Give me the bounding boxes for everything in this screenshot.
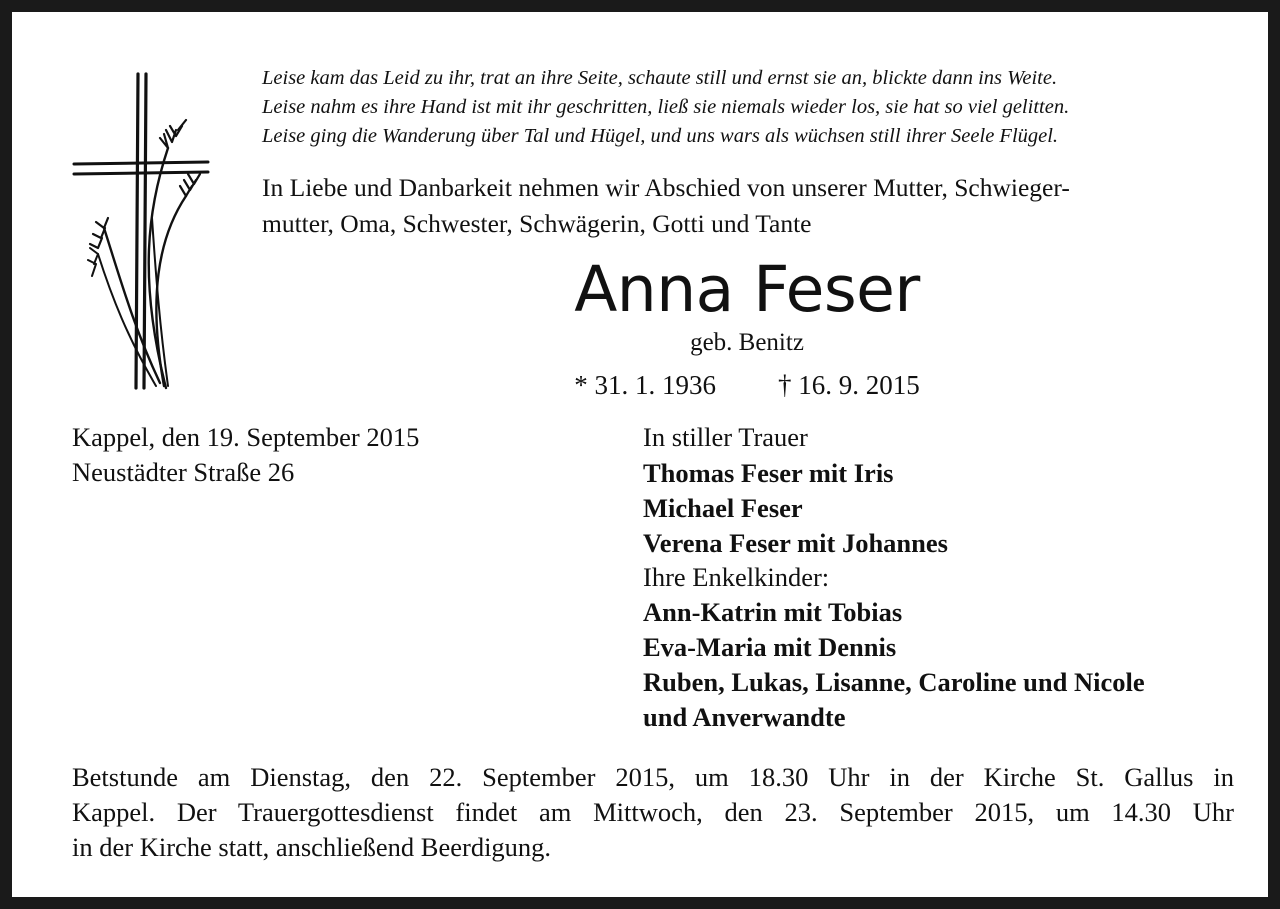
poem-line: Leise nahm es ihre Hand ist mit ihr geschritten, ließ sie niemals wieder los, sie hat so viel gelitten. — [262, 96, 1070, 118]
birth-date: * 31. 1. 1936 — [574, 370, 716, 400]
grandchildren-heading: Ihre Enkelkinder: — [643, 562, 830, 593]
deceased-name: Anna Feser — [574, 253, 920, 326]
grandchild-entry: Ruben, Lukas, Lisanne, Caroline und Nicole — [643, 666, 1145, 697]
address: Neustädter Straße 26 — [72, 456, 295, 487]
birth-name: geb. Benitz — [690, 329, 804, 356]
mourner-entry: Thomas Feser mit Iris — [643, 458, 894, 488]
place-date: Kappel, den 19. September 2015 — [72, 422, 420, 452]
mourner-entry: Michael Feser — [643, 492, 803, 523]
service-line: Kappel. Der Trauergottesdienst findet am Mittwoch, den 23. September 2015, um 14.30 Uhr — [72, 797, 1234, 827]
grandchild-entry: Ann-Katrin mit Tobias — [643, 597, 903, 628]
service-line: in der Kirche statt, anschließend Beerdigung. — [72, 832, 552, 862]
intro-line: mutter, Oma, Schwester, Schwägerin, Gotti und Tante — [262, 209, 812, 238]
poem — [262, 64, 1272, 151]
mourners-closing: und Anverwandte — [643, 701, 846, 732]
mourners-list — [643, 420, 1263, 735]
place-and-address — [72, 420, 592, 489]
mourner-entry: Verena Feser mit Johannes — [643, 527, 948, 558]
death-date: † 16. 9. 2015 — [778, 370, 920, 400]
service-line: Betstunde am Dienstag, den 22. September 2015, um 18.30 Uhr in der Kirche St. Gallus in — [72, 762, 1234, 792]
cross-with-wheat-icon — [68, 68, 218, 398]
life-dates — [442, 367, 1052, 403]
intro-line: In Liebe und Danbarkeit nehmen wir Abschied von unserer Mutter, Schwieger- — [262, 173, 1070, 202]
poem-line: Leise kam das Leid zu ihr, trat an ihre Seite, schaute still und ernst sie an, blickte dann ins Weite. — [262, 67, 1058, 89]
service-info — [72, 760, 1234, 865]
intro-text — [262, 170, 1242, 242]
mourners-heading: In stiller Trauer — [643, 422, 808, 452]
poem-line: Leise ging die Wanderung über Tal und Hügel, und uns wars als wüchsen still ihrer Seele Flügel. — [262, 125, 1059, 147]
grandchild-entry: Eva-Maria mit Dennis — [643, 632, 897, 663]
